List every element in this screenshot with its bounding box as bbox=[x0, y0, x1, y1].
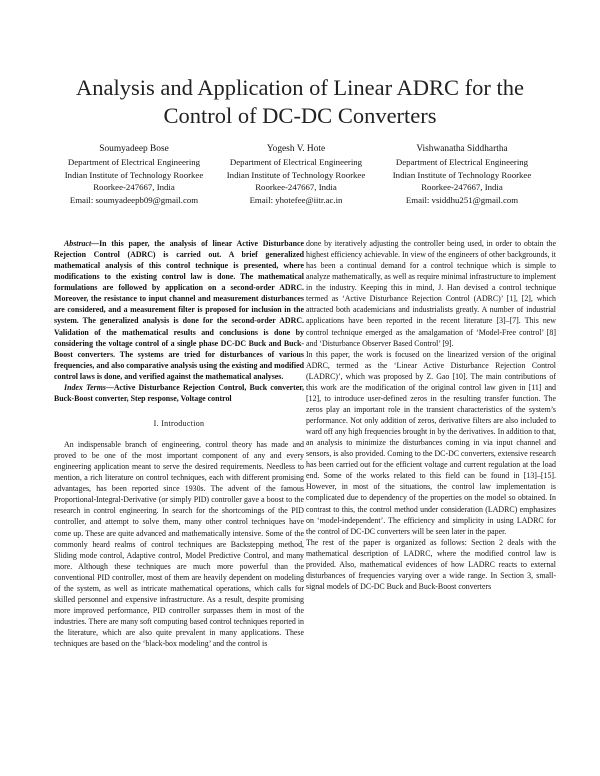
author-name: Vishwanatha Siddhartha bbox=[416, 144, 508, 154]
intro-paragraph-4: The rest of the paper is organized as follows: Section 2 deals with the mathematical description of LADRC, where the modified control law is provided. Also, mathematical evidences of how LADRC reacts to external disturbances of frequencies varying over a wide range. In Section 3, small-signal models of DC-DC Buck and Buck-Boost converters bbox=[306, 537, 556, 591]
right-column bbox=[306, 238, 556, 592]
author-block-1 bbox=[41, 143, 227, 206]
author-institute: Indian Institute of Technology Roorkee bbox=[392, 169, 532, 180]
intro-paragraph-3: In this paper, the work is focused on the linearized version of the original ADRC, termed as the ‘Linear Active Disturbance Rejection Control (LADRC)’, which was proposed by Z. Gao [10]. The main contributions of this work are the modification of the original control law given in [11] and [12], to introduce user-defined zeros in the resulting transfer function. The zeros play an important role in the transient characteristics of the system’s performance. Not only addition of zeros, derivative filters are also included to ward off any high frequencies brought in by the derivatives. In addition to that, an analysis to minimize the disturbances coming in via input channel and sensors, is also provided. Coming to the DC-DC converters, extensive research has been carried out for the efficient voltage and current regulation at the load end. Some of the works related to this field can be found in [13]–[15]. However, in most of the situations, the control law implementation is complicated due to dependency of the properties on the model so obtained. In contrast to this, the control method under consideration (LADRC) emphasizes on ‘model-independent’. The efficiency and simplicity in using LADRC for the control of DC-DC converters will be seen later in the paper. bbox=[306, 349, 556, 536]
author-department: Department of Electrical Engineering bbox=[395, 157, 529, 168]
author-institute: Indian Institute of Technology Roorkee bbox=[64, 169, 204, 180]
author-email: Email: yhotefee@iitr.ac.in bbox=[249, 194, 343, 205]
abstract bbox=[54, 238, 304, 382]
abstract-label: Abstract bbox=[64, 239, 92, 248]
author-name: Yogesh V. Hote bbox=[266, 144, 326, 154]
author-institute: Indian Institute of Technology Roorkee bbox=[226, 169, 366, 180]
intro-paragraph-1: An indispensable branch of engineering, control theory has made and proved to be one of the most important component of any and every engineering application meant to serve the desired requirements. Needless to mention, a rich literature on control techniques, each with different promising advantages, has been reported since 1930s. The advent of the famous Proportional-Integral-Derivative (or simply PID) controller gave a boost to the research in control engineering. In search for the shortcomings of the PID controller, and attempt to solve them, many other control techniques have come up. These are quite advanced and mathematically intensive. Some of the commonly heard realms of control techniques are Backstepping method, Sliding mode control, Adaptive control, Model Predictive Control, and many more. Although these techniques are much more powerful than the conventional PID controller, most of them are heavily dependent on modeling of the system, as well as intricate mathematical operations, which calls for skilled personnel and expensive infrastructure. As a result, despite promising more improved performance, PID controller surpasses them in most of the industries. There are many soft computing based control techniques reported in the literature, which are also quite prevalent in many applications. These techniques are based on the ‘black-box modeling’ and the control is bbox=[54, 440, 304, 649]
author-department: Department of Electrical Engineering bbox=[229, 157, 363, 168]
author-city: Roorkee-247667, India bbox=[421, 182, 503, 193]
intro-paragraph-2: done by iteratively adjusting the controller being used, in order to obtain the highest efficiency achievable. In view of the engineers of other backgrounds, it has been a continual demand for a control technique which is simple to analyze mathematically, as well as require minimal infrastructure to implement in the industry. Keeping this in mind, J. Han devised a control technique termed as ‘Active Disturbance Rejection Control (ADRC)’ [1], [2], which attracted both academicians and industrialists greatly. A number of industrial applications have been reported in the recent literature [3]–[7]. This new control technique emerged as the amalgamation of ‘Model-Free control’ [8] and ‘Disturbance Observer Based Control’ [9]. bbox=[306, 239, 556, 348]
author-city: Roorkee-247667, India bbox=[93, 182, 175, 193]
author-block-3 bbox=[369, 143, 555, 206]
abstract-text: —In this paper, the analysis of linear Active Disturbance Rejection Control (ADRC) is carried out. A brief generalized mathematical analysis of this control technique is presented, where modifications to the existing control law is done. The mathematical formulations are followed by application on a second-order ADRC. Moreover, the resistance to input channel and measurement disturbances are considered, and a measurement filter is proposed for inclusion in the system. The generalized analysis is done for the second-order ADRC. Validation of the mathematical results and conclusions is done by considering the voltage control of a single phase DC-DC Buck and Buck-Boost converters. The systems are tried for disturbances of various frequencies, and also comparative analysis using the existing and modified control laws is done, and verified against the mathematical analyses. bbox=[54, 239, 304, 381]
index-terms-text: —Active Disturbance Rejection Control, Buck converter, Buck-Boost converter, Step response, Voltage control bbox=[54, 382, 304, 403]
left-column bbox=[54, 238, 304, 649]
author-block-2 bbox=[203, 143, 389, 206]
title-line-1: Analysis and Application of Linear ADRC for the bbox=[75, 75, 525, 100]
index-terms bbox=[54, 382, 304, 404]
author-department: Department of Electrical Engineering bbox=[67, 157, 201, 168]
author-email: Email: vsiddhu251@gmail.com bbox=[405, 194, 519, 205]
author-email: Email: soumyadeepb09@gmail.com bbox=[69, 194, 199, 205]
author-name: Soumyadeep Bose bbox=[99, 144, 169, 154]
author-city: Roorkee-247667, India bbox=[255, 182, 337, 193]
section-heading-introduction: I. Introduction bbox=[153, 418, 205, 428]
title-line-2: Control of DC-DC Converters bbox=[163, 103, 437, 128]
paper-title bbox=[20, 74, 580, 130]
index-terms-label: Index Terms bbox=[64, 382, 106, 392]
